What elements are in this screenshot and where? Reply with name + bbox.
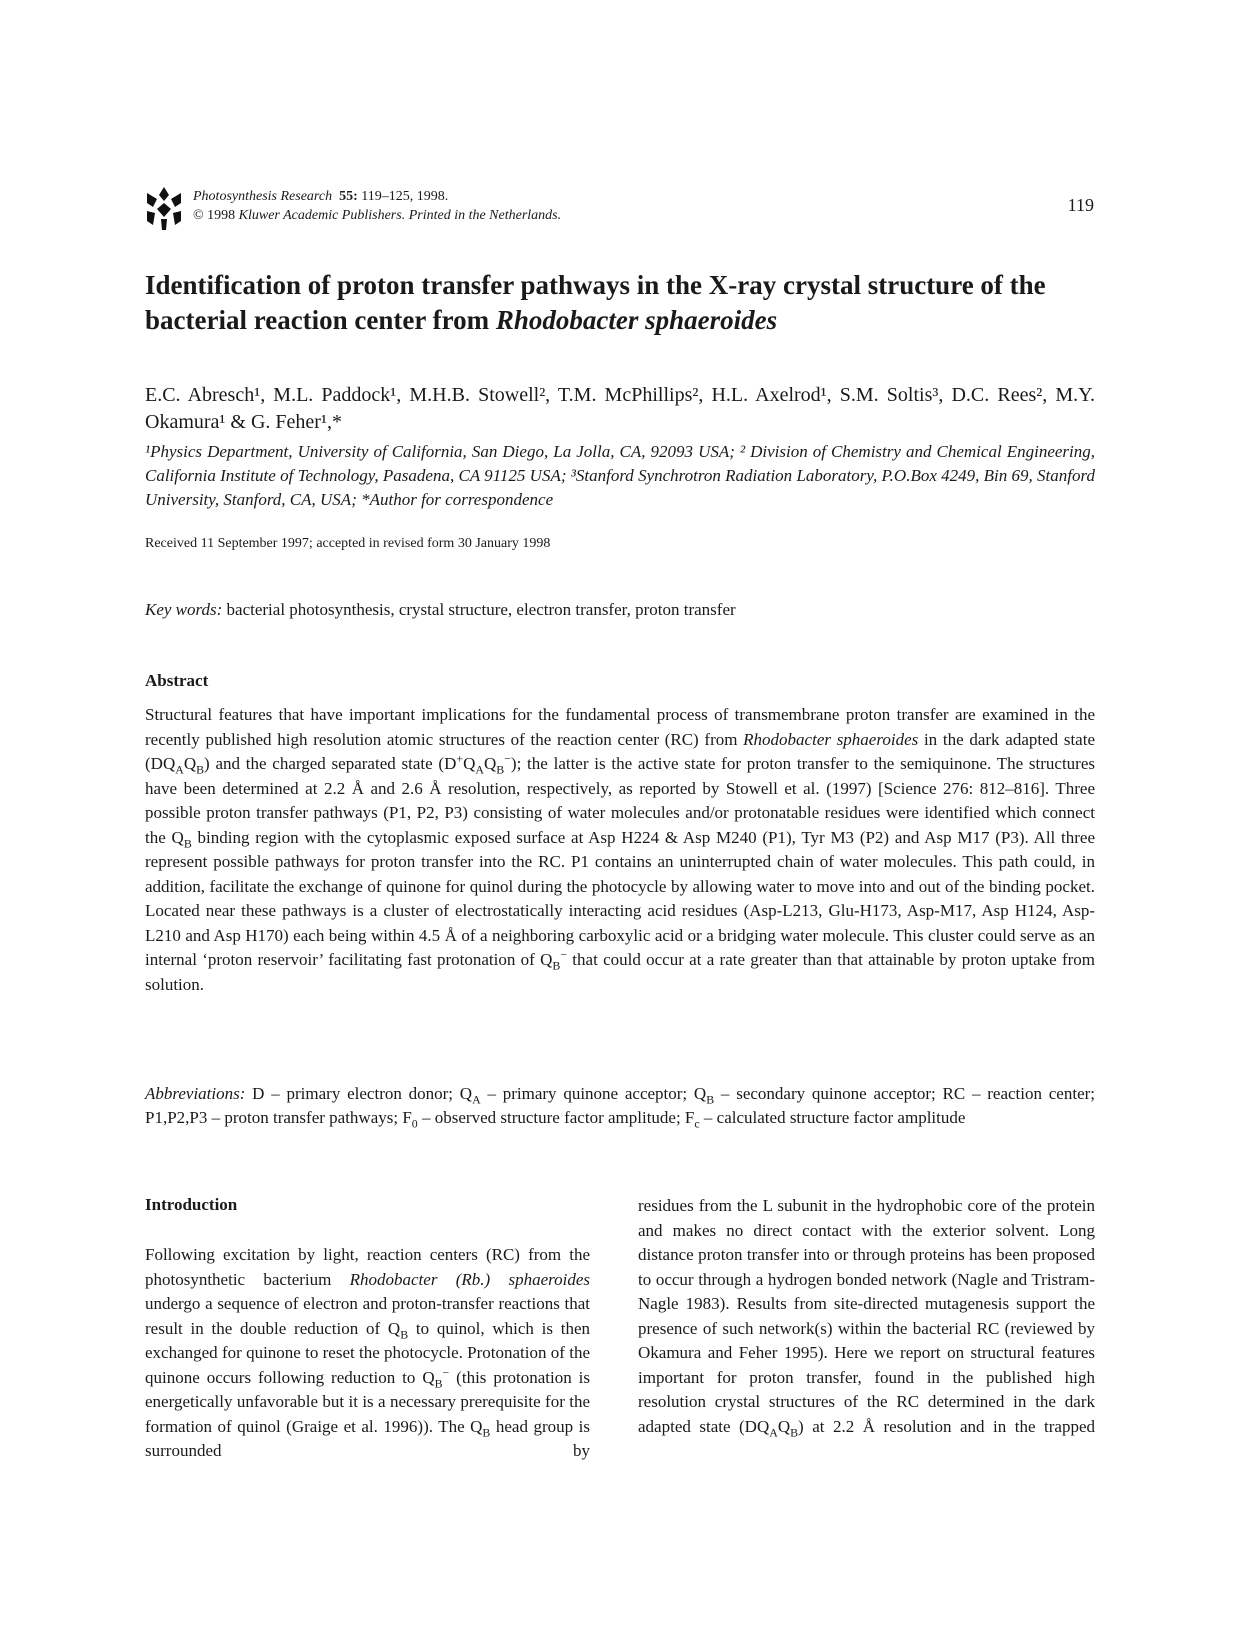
paper-title	[145, 268, 1095, 338]
subscript: A	[472, 1092, 481, 1107]
received-dates: Received 11 September 1997; accepted in revised form 30 January 1998	[145, 536, 551, 551]
subscript: B	[790, 1424, 799, 1439]
subscript: c	[694, 1116, 700, 1131]
subscript: B	[196, 762, 205, 777]
abbreviations-text: – calculated structure factor amplitude	[699, 1108, 966, 1127]
subscript: B	[482, 1424, 491, 1439]
symbol: Q	[183, 754, 197, 773]
keywords-text: bacterial photosynthesis, crystal structure, electron transfer, proton transfer	[222, 600, 736, 619]
keywords	[145, 600, 736, 620]
body-text: Following excitation by light, reaction centers (RC) from the photosynthetic bacterium	[145, 1245, 590, 1289]
journal-volume: 55:	[339, 189, 358, 204]
abstract-text: that could occur at a rate greater than that attainable by proton uptake from solution.	[145, 950, 1096, 994]
body-text: ) at 2.2 Å resolution and in the trapped	[798, 1416, 1095, 1436]
abstract-text: in the dark adapted state (DQ	[145, 729, 1095, 773]
title-organism: Rhodobacter sphaeroides	[495, 305, 778, 335]
subscript: B	[706, 1092, 715, 1107]
subscript: B	[496, 762, 505, 777]
introduction-column-left	[145, 1243, 590, 1464]
page-number: 119	[1067, 195, 1094, 215]
abbreviations-text: – secondary quinone acceptor; RC – reaction center; P1,P2,P3 – proton transfer pathways; F	[145, 1084, 1096, 1127]
abstract-text: ) and the charged separated state (D	[204, 754, 457, 773]
abbreviations-text: – primary quinone acceptor; Q	[480, 1084, 707, 1103]
abstract-text: Structural features that have important implications for the fundamental process of transmembrane proton transfer are examined in the recently published high resolution atomic structures of the reaction center (RC) from	[145, 705, 1095, 749]
abbreviations-text: – observed structure factor amplitude; F	[417, 1108, 695, 1127]
body-text: undergo a sequence of electron and proton-transfer reactions that result in the double reduction of Q	[145, 1294, 590, 1338]
subscript: A	[769, 1424, 778, 1439]
introduction-heading: Introduction	[145, 1195, 238, 1214]
symbol: Q	[463, 754, 476, 773]
superscript: −	[504, 751, 511, 766]
symbol: Q	[777, 1416, 791, 1436]
title-main: Identification of proton transfer pathways in the X-ray crystal structure of the bacterial reaction center from	[145, 270, 1046, 335]
body-text: to quinol, which is then exchanged for quinone to reset the photocycle. Protonation of the quinone occurs following reduction to Q	[145, 1318, 590, 1387]
introduction-column-right	[638, 1194, 1095, 1439]
affiliations: ¹Physics Department, University of California, San Diego, La Jolla, CA, 92093 USA; ² Division of Chemistry and Chemical Engineering, California Institute of Technology, Pasadena, CA 91125 USA; ³Stanford Synchrotron Radiation Laboratory, P.O.Box 4249, Bin 69, Stanford University, Stanford, CA, USA; *Author for correspondence	[145, 442, 1095, 509]
symbol: Q	[483, 754, 497, 773]
copyright-year: © 1998	[193, 208, 239, 223]
abstract-body	[145, 703, 1095, 997]
superscript: −	[442, 1364, 450, 1379]
body-text: (this protonation is energetically unfavorable but it is a necessary prerequisite for the formation of quinol (Graige et al. 1996)). The Q	[145, 1367, 590, 1436]
subscript: B	[434, 1375, 443, 1390]
abstract-text: binding region with the cytoplasmic exposed surface at Asp H224 & Asp M240 (P1), Tyr M3 (P2) and Asp M17 (P3). All three represent possible pathways for proton transfer into the RC. P1 contains an uninterrupted chain of water molecules. This path could, in addition, facilitate the exchange of quinone for quinol during the photocycle by allowing water to move into and out of the binding pocket. Located near these pathways is a cluster of electrostatically interacting acid residues (Asp-L213, Glu-H173, Asp-M17, Asp H124, Asp-L210 and Asp H170) each being within 4.5 Å of a neighboring carboxylic acid or a bridging water molecule. This cluster could serve as an internal ‘proton reservoir’ facilitating fast protonation of Q	[145, 827, 1096, 969]
abbreviations-text: D – primary electron donor; Q	[245, 1084, 473, 1103]
journal-citation	[193, 187, 561, 225]
body-text: residues from the L subunit in the hydrophobic core of the protein and makes no direct contact with the exterior solvent. Long distance proton transfer into or through proteins has been proposed to occur through a hydrogen bonded network (Nagle and Tristram-Nagle 1983). Results from site-directed mutagenesis support the presence of such network(s) within the bacterial RC (reviewed by Okamura and Feher 1995). Here we report on structural features important for proton transfer, found in the published high resolution crystal structures of the RC determined in the dark adapted state (DQ	[638, 1196, 1095, 1436]
abstract-heading: Abstract	[145, 671, 209, 690]
organism-name: Rhodobacter (Rb.) sphaeroides	[349, 1269, 590, 1289]
subscript: B	[552, 958, 561, 973]
body-text: head group is surrounded by	[145, 1416, 590, 1460]
keywords-label: Key words:	[145, 600, 223, 619]
subscript: A	[175, 762, 184, 777]
abstract-organism: Rhodobacter sphaeroides	[743, 729, 919, 749]
author-list: E.C. Abresch¹, M.L. Paddock¹, M.H.B. Stowell², T.M. McPhillips², H.L. Axelrod¹, S.M. Soltis³, D.C. Rees², M.Y. Okamura¹ & G. Feher¹,*	[145, 384, 1095, 433]
journal-pages: 119–125, 1998.	[357, 189, 449, 204]
subscript: B	[400, 1326, 409, 1341]
kluwer-logo-icon	[145, 185, 183, 231]
abstract-text: ); the latter is the active state for proton transfer to the semiquinone. The structures have been determined at 2.2 Å and 2.6 Å resolution, respectively, as reported by Stowell et al. (1997) [Science 276: 812–816]. Three possible proton transfer pathways (P1, P2, P3) consisting of water molecules and/or protonatable residues were identified which connect the Q	[145, 754, 1095, 847]
subscript: A	[475, 762, 484, 777]
abbreviations-label: Abbreviations:	[145, 1084, 246, 1103]
journal-name: Photosynthesis Research	[193, 189, 333, 204]
superscript: −	[560, 947, 568, 962]
abbreviations	[145, 1082, 1095, 1130]
publisher: Kluwer Academic Publishers. Printed in the Netherlands.	[238, 208, 562, 223]
subscript: B	[183, 835, 192, 850]
superscript: +	[456, 751, 464, 766]
subscript: 0	[411, 1116, 418, 1131]
